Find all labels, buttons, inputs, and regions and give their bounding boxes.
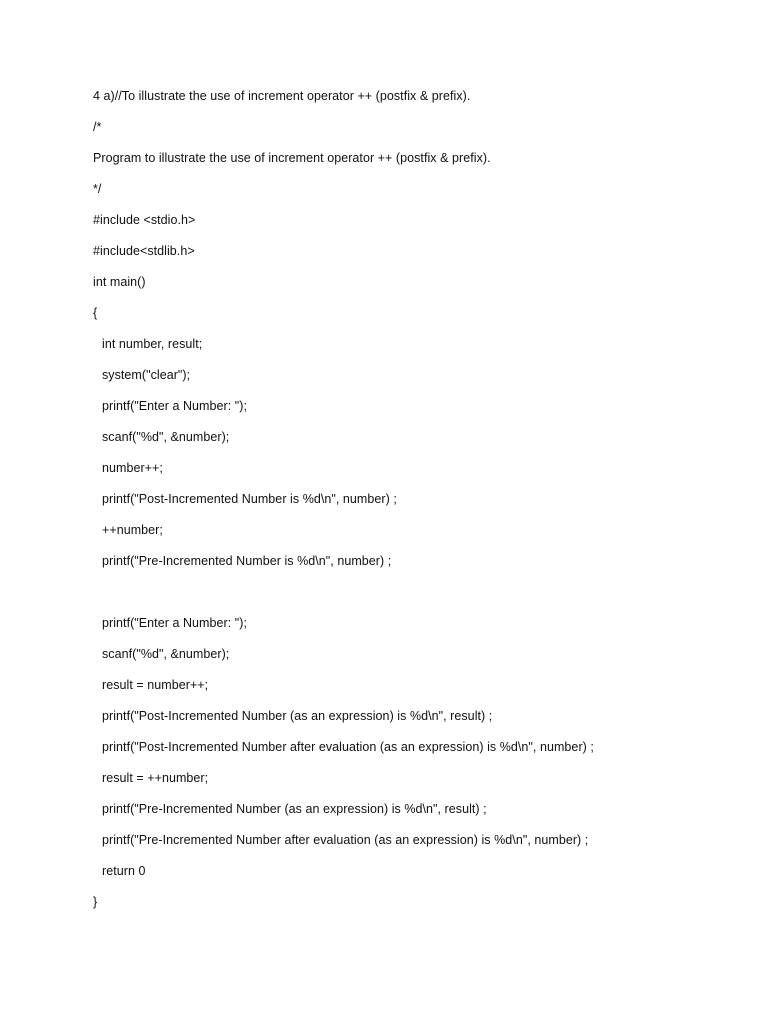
code-line: printf("Post-Incremented Number (as an expression) is %d\n", result) ; bbox=[102, 709, 493, 723]
code-line: printf("Pre-Incremented Number is %d\n", number) ; bbox=[102, 554, 392, 568]
code-line: system("clear"); bbox=[102, 368, 191, 382]
return-line: return 0 bbox=[102, 864, 146, 878]
code-line: result = ++number; bbox=[102, 771, 209, 785]
code-line: printf("Post-Incremented Number after evaluation (as an expression) is %d\n", number) ; bbox=[102, 740, 594, 754]
blank-line bbox=[93, 581, 733, 612]
code-listing bbox=[93, 85, 733, 922]
include-stdio-line: #include <stdio.h> bbox=[93, 213, 196, 227]
include-stdlib-line: #include<stdlib.h> bbox=[93, 244, 195, 258]
comment-text-line: Program to illustrate the use of increment operator ++ (postfix & prefix). bbox=[93, 151, 491, 165]
code-line: scanf("%d", &number); bbox=[102, 430, 230, 444]
main-signature-line: int main() bbox=[93, 275, 146, 289]
close-brace-line: } bbox=[93, 895, 98, 909]
code-line: int number, result; bbox=[102, 337, 203, 351]
comment-close-line: */ bbox=[93, 182, 102, 196]
code-line: printf("Enter a Number: "); bbox=[102, 399, 247, 413]
code-line: printf("Post-Incremented Number is %d\n", number) ; bbox=[102, 492, 397, 506]
code-line: result = number++; bbox=[102, 678, 209, 692]
comment-open-line: /* bbox=[93, 120, 102, 134]
code-line: printf("Enter a Number: "); bbox=[102, 616, 247, 630]
code-line: printf("Pre-Incremented Number (as an expression) is %d\n", result) ; bbox=[102, 802, 487, 816]
code-line: printf("Pre-Incremented Number after evaluation (as an expression) is %d\n", number) ; bbox=[102, 833, 589, 847]
code-line: ++number; bbox=[102, 523, 163, 537]
open-brace-line: { bbox=[93, 306, 98, 320]
code-line: number++; bbox=[102, 461, 163, 475]
heading-line: 4 a)//To illustrate the use of increment operator ++ (postfix & prefix). bbox=[93, 89, 471, 103]
code-line: scanf("%d", &number); bbox=[102, 647, 230, 661]
